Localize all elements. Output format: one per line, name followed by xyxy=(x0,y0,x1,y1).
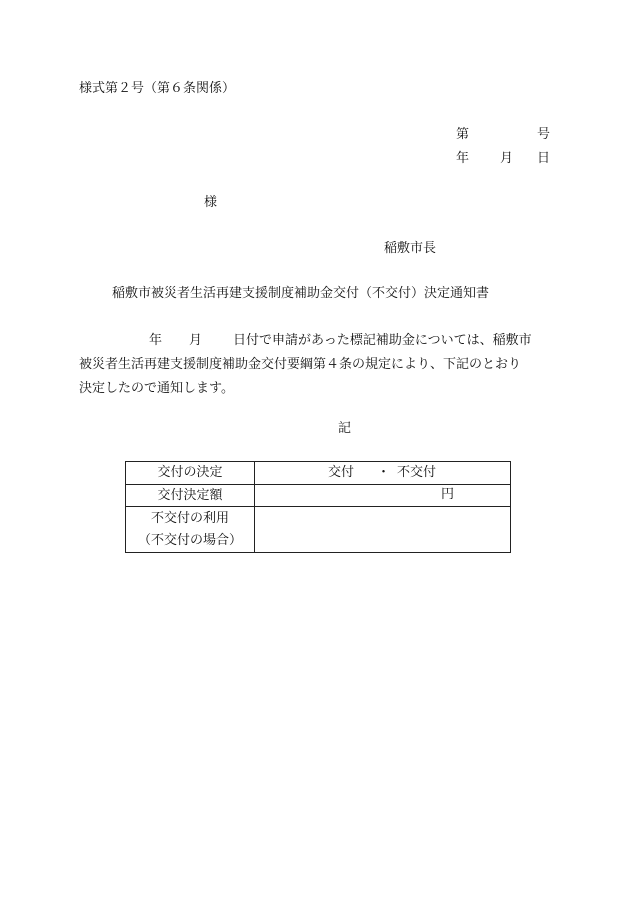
decision-value xyxy=(255,462,511,485)
reason-label-line-2: （不交付の場合） xyxy=(137,532,242,548)
decision-label: 交付の決定 xyxy=(126,462,255,485)
option-non-grant[interactable]: 不交付 xyxy=(397,465,437,480)
ki-heading: 記 xyxy=(338,421,352,436)
issue-date-day: 日 xyxy=(536,151,550,166)
table-row xyxy=(126,462,511,485)
decision-table xyxy=(125,461,511,553)
issue-date-year: 年 xyxy=(456,151,470,166)
amount-label: 交付決定額 xyxy=(126,485,255,507)
body-line-1 xyxy=(79,329,551,353)
reason-label xyxy=(126,507,255,553)
issue-date-month: 月 xyxy=(500,151,514,166)
amount-field[interactable] xyxy=(255,485,511,507)
option-grant[interactable]: 交付 xyxy=(328,465,355,480)
table-row xyxy=(126,485,511,507)
yen-unit: 円 xyxy=(441,487,455,502)
sender-name: 稲敷市長 xyxy=(384,241,437,256)
body-line-1-text: 日付で申請があった標記補助金については、稲敷市 xyxy=(233,333,532,348)
body-year-label: 年 xyxy=(149,333,163,348)
notice-body xyxy=(79,329,551,401)
document-number-suffix: 号 xyxy=(536,127,550,142)
reason-label-line-1: 不交付の利用 xyxy=(150,510,229,526)
document-title: 稲敷市被災者生活再建支援制度補助金交付（不交付）決定通知書 xyxy=(112,286,490,301)
body-line-3: 決定したので通知します。 xyxy=(79,381,234,396)
addressee-honorific: 様 xyxy=(204,195,218,210)
reason-field[interactable] xyxy=(255,507,511,553)
document-number-prefix: 第 xyxy=(456,127,470,142)
table-row xyxy=(126,507,511,553)
option-separator: ・ xyxy=(377,465,391,480)
form-number: 様式第２号（第６条関係） xyxy=(79,81,236,96)
body-month-label: 月 xyxy=(189,333,203,348)
body-line-2: 被災者生活再建支援制度補助金交付要綱第４条の規定により、下記のとおり xyxy=(79,357,522,372)
